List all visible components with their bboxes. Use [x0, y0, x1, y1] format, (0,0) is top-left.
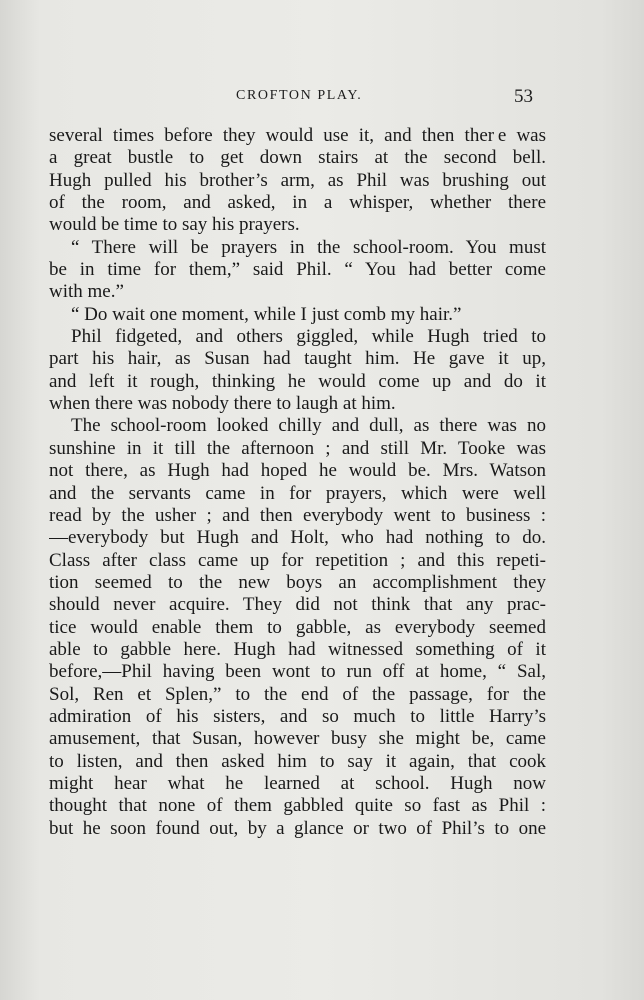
text-line: Phil fidgeted, and others giggled, while Hugh tried to	[71, 326, 546, 348]
text-line: might hear what he learned at school. Hugh now	[49, 772, 546, 794]
text-line: Hugh pulled his brother’s arm, as Phil was brushing out	[49, 169, 546, 191]
text-line: “ Do wait one moment, while I just comb my hair.”	[71, 303, 462, 325]
text-line: when there was nobody there to laugh at him.	[49, 393, 396, 415]
text-line: thought that none of them gabbled quite so fast as Phil :	[49, 795, 546, 817]
text-line: to listen, and then asked him to say it again, that cook	[49, 750, 546, 772]
running-title: CROFTON PLAY.	[236, 88, 363, 103]
text-line: not there, as Hugh had hoped he would be. Mrs. Watson	[49, 460, 546, 482]
text-line: should never acquire. They did not think that any prac-	[49, 594, 546, 616]
text-line: tion seemed to the new boys an accomplishment they	[49, 571, 546, 593]
text-line: before,—Phil having been wont to run off at home, “ Sal,	[49, 661, 546, 683]
text-line: admiration of his sisters, and so much to little Harry’s	[49, 705, 546, 727]
text-line: with me.”	[49, 281, 124, 303]
text-line: and left it rough, thinking he would come up and do it	[49, 370, 546, 392]
text-line: The school-room looked chilly and dull, as there was no	[71, 415, 546, 437]
text-line: part his hair, as Susan had taught him. He gave it up,	[49, 348, 546, 370]
page-number: 53	[514, 86, 533, 107]
text-line: would be time to say his prayers.	[49, 214, 300, 236]
text-line: Class after class came up for repetition ; and this repeti-	[49, 549, 546, 571]
text-line: sunshine in it till the afternoon ; and still Mr. Tooke was	[49, 437, 546, 459]
text-line: “ There will be prayers in the school-room. You must	[71, 236, 546, 258]
text-line: and the servants came in for prayers, which were well	[49, 482, 546, 504]
text-line: but he soon found out, by a glance or two of Phil’s to one	[49, 817, 546, 839]
text-line: —everybody but Hugh and Holt, who had nothing to do.	[49, 527, 546, 549]
text-line: of the room, and asked, in a whisper, whether there	[49, 192, 546, 214]
page-header	[0, 86, 644, 116]
text-line: able to gabble here. Hugh had witnessed something of it	[49, 638, 546, 660]
text-line: tice would enable them to gabble, as everybody seemed	[49, 616, 546, 638]
text-line: Sol, Ren et Splen,” to the end of the passage, for the	[49, 683, 546, 705]
text-line: be in time for them,” said Phil. “ You had better come	[49, 259, 546, 281]
text-line: several times before they would use it, and then ther e was	[49, 125, 546, 146]
body-text	[49, 125, 546, 840]
text-line: a great bustle to get down stairs at the second bell.	[49, 147, 546, 169]
text-line: amusement, that Susan, however busy she might be, came	[49, 728, 546, 750]
text-line: read by the usher ; and then everybody went to business :	[49, 504, 546, 526]
